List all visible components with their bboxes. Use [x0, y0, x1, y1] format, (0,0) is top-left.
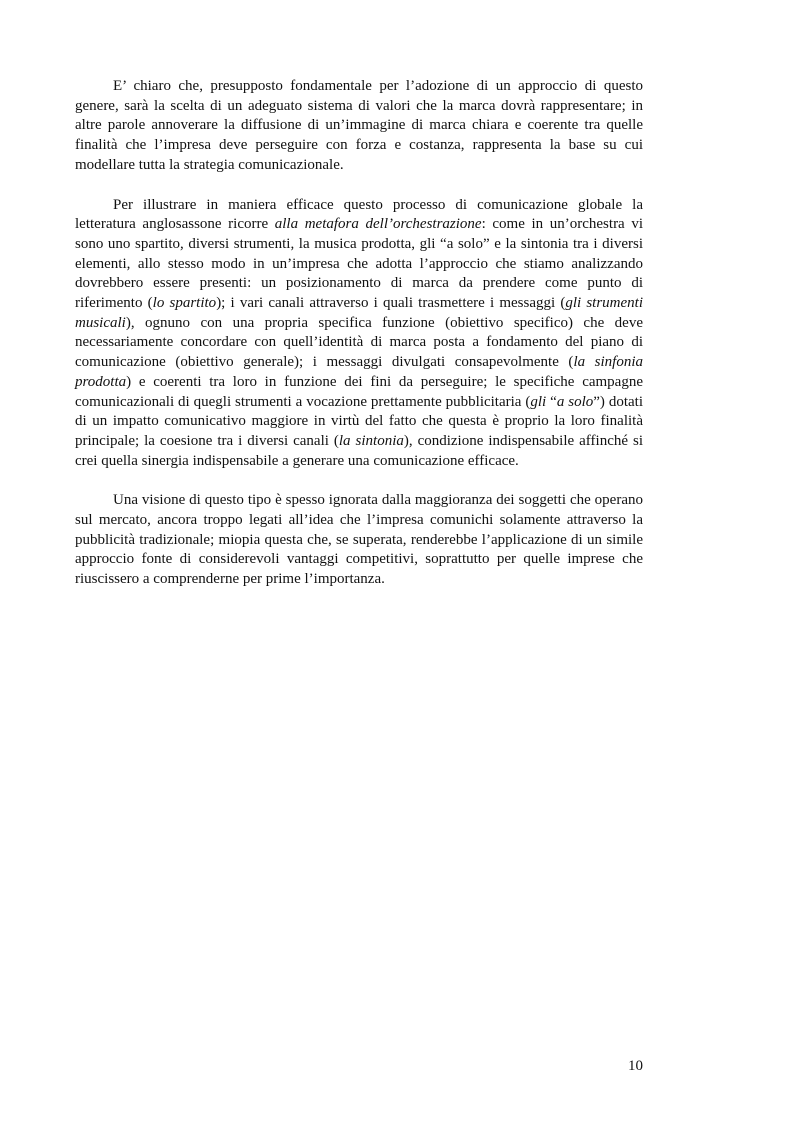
- paragraph-brand-values: [75, 77, 643, 176]
- italic-run: gli strumenti musicali: [75, 295, 644, 331]
- text-run: ); i vari canali attraverso i quali trasmettere i messaggi (: [216, 295, 566, 312]
- text-run: ) e coerenti tra loro in funzione dei fini da perseguire; le specifiche campagne comunicazionali di quegli strumenti a vocazione prettamente pubblicitaria (: [75, 373, 643, 410]
- text-run: : come in un’orchestra vi sono uno spartito, diversi strumenti, la musica prodotta, gli “a solo” e la sintonia tra i diversi elementi, allo stesso modo in un’impresa che adotta l’approccio che stiamo analizzando dovrebbero essere presenti: un posizionamento di marca da prendere come punto di riferimento (: [75, 216, 644, 312]
- italic-run: gli: [530, 393, 547, 410]
- italic-run: a solo: [556, 393, 594, 410]
- paragraph-orchestration-metaphor: [75, 196, 643, 472]
- page-body: [75, 77, 643, 610]
- text-run: ), condizione indispensabile affinché si crei quella sinergia indispensabile a generare una comunicazione efficace.: [75, 432, 643, 469]
- text-run: E’ chiaro che, presupposto fondamentale per l’adozione di un approccio di questo genere, sarà la scelta di un adeguato sistema di valori che la marca dovrà rappresentare; in altre parole annoverare la diffusione di un’immagine di marca chiara e coerente tra quelle finalità che l’impresa deve perseguire con forza e costanza, rappresenta la base su cui modellare tutta la strategia comunicazionale.: [75, 78, 643, 173]
- italic-run: la sintonia: [338, 432, 404, 449]
- text-run: “: [546, 393, 557, 410]
- paragraph-market-vision: [75, 491, 643, 590]
- italic-run: alla metafora dell’orchestrazione: [274, 216, 482, 233]
- text-run: ”) dotati di un impatto comunicativo maggiore in virtù del fatto che questa è proprio la loro finalità principale; la coesione tra i diversi canali (: [75, 393, 643, 449]
- text-run: ), ognuno con una propria specifica funzione (obiettivo specifico) che deve necessariamente concordare con quell’identità di marca posta a fondamento del piano di comunicazione (obiettivo generale); i messaggi divulgati consapevolmente (: [75, 314, 643, 371]
- italic-run: la sinfonia prodotta: [75, 354, 644, 390]
- text-run: Per illustrare in maniera efficace questo processo di comunicazione globale la letteratura anglosassone ricorre: [75, 196, 643, 233]
- page-number: 10: [628, 1058, 643, 1074]
- text-run: Una visione di questo tipo è spesso ignorata dalla maggioranza dei soggetti che operano sul mercato, ancora troppo legati all’idea che l’impresa comunichi solamente attraverso la pubblicità tradizionale; miopia questa che, se superata, renderebbe l’applicazione di un simile approccio fonte di considerevoli vantaggi competitivi, soprattutto per quelle imprese che riuscissero a comprenderne per prime l’importanza.: [75, 492, 643, 588]
- italic-run: lo spartito: [152, 295, 217, 312]
